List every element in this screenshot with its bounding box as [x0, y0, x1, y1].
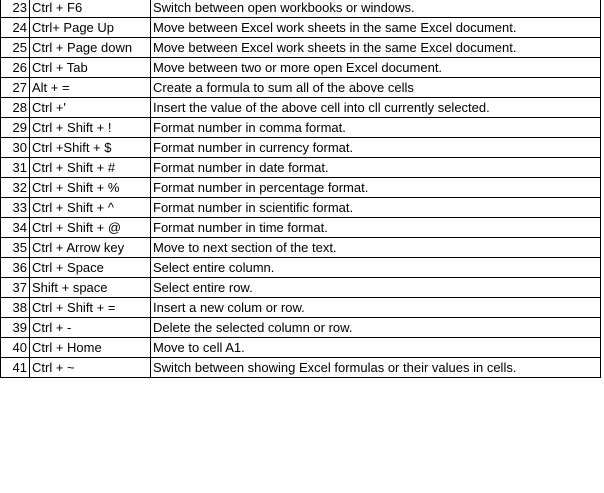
- shortcut-description: Select entire row.: [151, 278, 601, 298]
- shortcut-description: Switch between open workbooks or windows.: [151, 0, 601, 18]
- shortcut-description: Insert a new colum or row.: [151, 298, 601, 318]
- table-row: [1, 258, 601, 278]
- shortcut-keys: Ctrl + -: [30, 318, 151, 338]
- row-number: 33: [1, 198, 30, 218]
- table-row: [1, 298, 601, 318]
- shortcut-keys: Ctrl + F6: [30, 0, 151, 18]
- shortcut-keys: Ctrl +': [30, 98, 151, 118]
- table-row: [1, 218, 601, 238]
- shortcut-keys: Ctrl + Shift + ^: [30, 198, 151, 218]
- table-row: [1, 58, 601, 78]
- shortcut-keys: Alt + =: [30, 78, 151, 98]
- row-number: 23: [1, 0, 30, 18]
- table-row: [1, 158, 601, 178]
- table-row: [1, 278, 601, 298]
- shortcut-keys: Shift + space: [30, 278, 151, 298]
- row-number: 31: [1, 158, 30, 178]
- row-number: 36: [1, 258, 30, 278]
- row-number: 25: [1, 38, 30, 58]
- row-number: 34: [1, 218, 30, 238]
- table-row: [1, 178, 601, 198]
- row-number: 40: [1, 338, 30, 358]
- shortcut-keys: Ctrl + Shift + !: [30, 118, 151, 138]
- shortcut-keys: Ctrl+ Page Up: [30, 18, 151, 38]
- shortcut-description: Delete the selected column or row.: [151, 318, 601, 338]
- shortcut-keys: Ctrl + Home: [30, 338, 151, 358]
- shortcut-keys: Ctrl + Shift + =: [30, 298, 151, 318]
- shortcut-keys: Ctrl + Tab: [30, 58, 151, 78]
- row-number: 29: [1, 118, 30, 138]
- shortcut-keys: Ctrl + ~: [30, 358, 151, 378]
- table-row: [1, 238, 601, 258]
- shortcut-description: Create a formula to sum all of the above cells: [151, 78, 601, 98]
- table-row: [1, 38, 601, 58]
- shortcut-description: Move to next section of the text.: [151, 238, 601, 258]
- shortcut-description: Move between Excel work sheets in the same Excel document.: [151, 38, 601, 58]
- shortcut-keys: Ctrl + Page down: [30, 38, 151, 58]
- row-number: 30: [1, 138, 30, 158]
- row-number: 27: [1, 78, 30, 98]
- shortcut-description: Move to cell A1.: [151, 338, 601, 358]
- row-number: 35: [1, 238, 30, 258]
- shortcut-description: Switch between showing Excel formulas or their values in cells.: [151, 358, 601, 378]
- shortcut-description: Format number in date format.: [151, 158, 601, 178]
- shortcut-description: Move between Excel work sheets in the same Excel document.: [151, 18, 601, 38]
- table-row: [1, 138, 601, 158]
- shortcut-keys: Ctrl + Shift + @: [30, 218, 151, 238]
- shortcut-description: Format number in percentage format.: [151, 178, 601, 198]
- row-number: 26: [1, 58, 30, 78]
- table-row: [1, 98, 601, 118]
- shortcut-keys: Ctrl + Shift + #: [30, 158, 151, 178]
- shortcut-table-body: [1, 0, 601, 378]
- row-number: 37: [1, 278, 30, 298]
- shortcut-description: Select entire column.: [151, 258, 601, 278]
- table-row: [1, 358, 601, 378]
- shortcut-description: Format number in scientific format.: [151, 198, 601, 218]
- shortcut-description: Format number in time format.: [151, 218, 601, 238]
- table-row: [1, 0, 601, 18]
- row-number: 28: [1, 98, 30, 118]
- table-row: [1, 118, 601, 138]
- table-row: [1, 318, 601, 338]
- shortcut-description: Insert the value of the above cell into cll currently selected.: [151, 98, 601, 118]
- table-row: [1, 78, 601, 98]
- row-number: 39: [1, 318, 30, 338]
- table-row: [1, 18, 601, 38]
- shortcut-description: Format number in currency format.: [151, 138, 601, 158]
- row-number: 32: [1, 178, 30, 198]
- row-number: 38: [1, 298, 30, 318]
- row-number: 41: [1, 358, 30, 378]
- shortcut-keys: Ctrl + Space: [30, 258, 151, 278]
- shortcut-description: Format number in comma format.: [151, 118, 601, 138]
- table-row: [1, 198, 601, 218]
- row-number: 24: [1, 18, 30, 38]
- shortcut-keys: Ctrl +Shift + $: [30, 138, 151, 158]
- shortcut-keys: Ctrl + Shift + %: [30, 178, 151, 198]
- shortcut-description: Move between two or more open Excel document.: [151, 58, 601, 78]
- shortcut-keys: Ctrl + Arrow key: [30, 238, 151, 258]
- table-row: [1, 338, 601, 358]
